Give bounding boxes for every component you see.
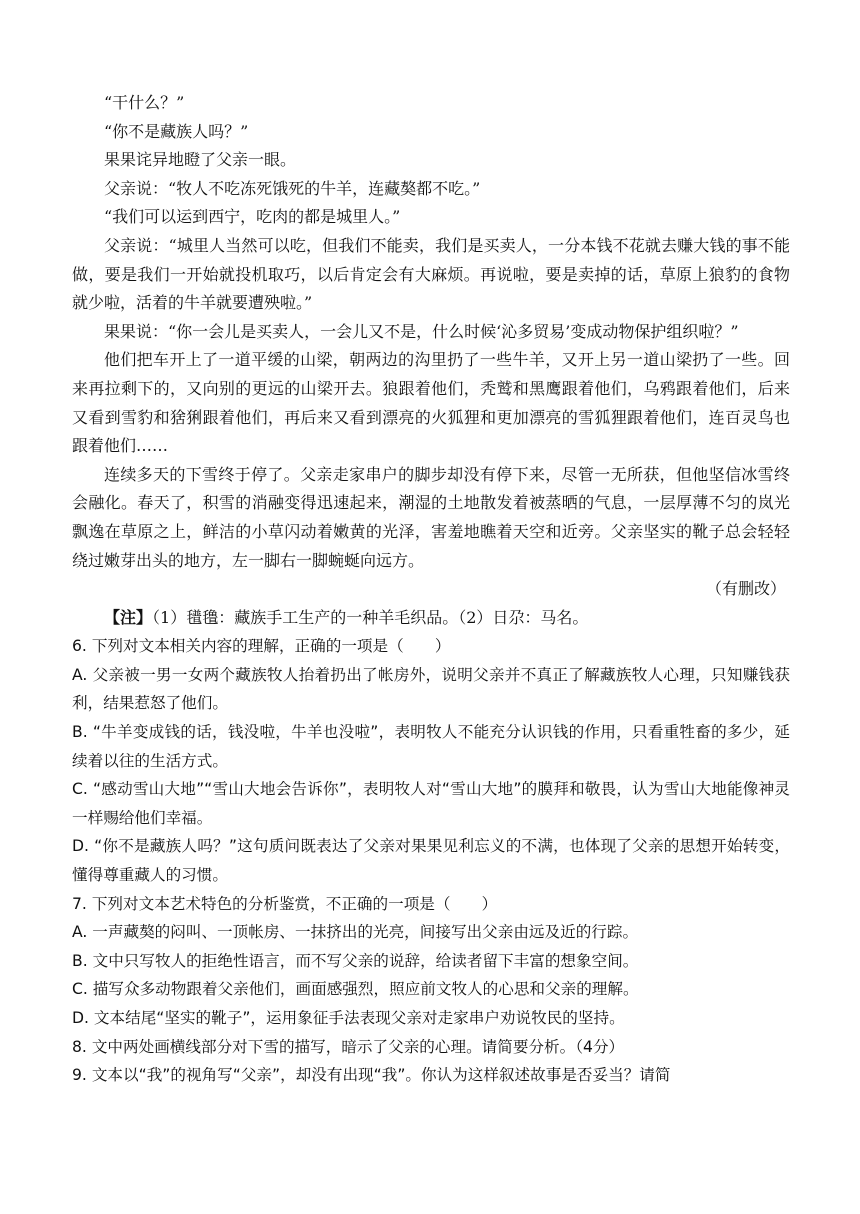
story-paragraph: “你不是藏族人吗？” [104, 121, 249, 141]
story-paragraph: 果果说：“你一会儿是买卖人，一会儿又不是，什么时候‘沁多贸易’变成动物保护组织啦？” [104, 321, 739, 341]
question-6-option-b: B. “牛羊变成钱的话，钱没啦，牛羊也没啦”，表明牧人不能充分认识钱的作用，只看重牲畜的多少，延续着以往的生活方式。 [72, 723, 790, 770]
question-7-option-b: B. 文中只写牧人的拒绝性语言，而不写父亲的说辞，给读者留下丰富的想象空间。 [72, 951, 639, 970]
document-page [72, 89, 790, 1090]
question-7-stem: 7. 下列对文本艺术特色的分析鉴赏，不正确的一项是（ ） [72, 894, 498, 913]
question-6-option-d: D. “你不是藏族人吗？”这句质问既表达了父亲对果果见利忘义的不满，也体现了父亲的思想开始转变，懂得尊重藏人的习惯。 [72, 837, 790, 885]
question-9-stem: 9. 文本以“我”的视角写“父亲”，却没有出现“我”。你认为这样叙述故事是否妥当？请简 [72, 1066, 671, 1085]
question-7-option-a: A. 一声藏獒的闷叫、一顶帐房、一抹挤出的光亮，间接写出父亲由远及近的行踪。 [72, 923, 639, 942]
story-paragraph: 父亲说：“城里人当然可以吃，但我们不能卖，我们是买卖人，一分本钱不花就去赚大钱的事不能做，要是我们一开始就投机取巧，以后肯定会有大麻烦。再说啦，要是卖掉的话，草原上狼豹的食物就少啦，活着的牛羊就要遭殃啦。” [72, 235, 790, 313]
note-text: （1）氆氇：藏族手工生产的一种羊毛织品。（2）日尕：马名。 [152, 607, 589, 627]
question-6-option-c: C. “感动雪山大地”“雪山大地会告诉你”，表明牧人对“雪山大地”的膜拜和敬畏，认为雪山大地能像神灵一样赐给他们幸福。 [72, 780, 790, 827]
annotation-note [72, 604, 790, 633]
story-paragraph: 父亲说：“牧人不吃冻死饿死的牛羊，连藏獒都不吃。” [104, 178, 481, 198]
story-paragraph: 连续多天的下雪终于停了。父亲走家串户的脚步却没有停下来，尽管一无所获，但他坚信冰雪终会融化。春天了，积雪的消融变得迅速起来，潮湿的土地散发着被蒸晒的气息，一层厚薄不匀的岚光飘逸在草原之上，鲜洁的小草闪动着嫩黄的光泽，害羞地瞧着天空和近旁。父亲坚实的靴子总会轻轻绕过嫩芽出头的地方，左一脚右一脚蜿蜒向远方。 [72, 464, 790, 570]
question-8-stem: 8. 文中两处画横线部分对下雪的描写，暗示了父亲的心理。请简要分析。（4分） [72, 1037, 625, 1056]
story-paragraph: “我们可以运到西宁，吃肉的都是城里人。” [104, 207, 401, 227]
note-tag: 【注】 [104, 607, 153, 627]
question-6-option-a: A. 父亲被一男一女两个藏族牧人抬着扔出了帐房外，说明父亲并不真正了解藏族牧人心理，只知赚钱获利，结果惹怒了他们。 [72, 665, 790, 713]
question-6-stem: 6. 下列对文本相关内容的理解，正确的一项是（ ） [72, 637, 451, 656]
story-paragraph: “干什么？” [104, 93, 185, 112]
story-paragraph: 他们把车开上了一道平缓的山梁，朝两边的沟里扔了一些牛羊，又开上另一道山梁扔了一些。回来再拉剩下的，又向别的更远的山梁开去。狼跟着他们，秃鹫和黑鹰跟着他们，乌鸦跟着他们，后来又看到雪豹和猞猁跟着他们，再后来又看到漂亮的火狐狸和更加漂亮的雪狐狸跟着他们，连百灵鸟也跟着他们…… [72, 350, 790, 456]
question-7-option-c: C. 描写众多动物跟着父亲他们，画面感强烈，照应前文牧人的心思和父亲的理解。 [72, 980, 639, 999]
source-note: （有删改） [705, 579, 786, 599]
story-paragraph: 果果诧异地瞪了父亲一眼。 [104, 150, 297, 170]
question-7-option-d: D. 文本结尾“坚实的靴子”，运用象征手法表现父亲对走家串户劝说牧民的坚持。 [72, 1009, 625, 1027]
